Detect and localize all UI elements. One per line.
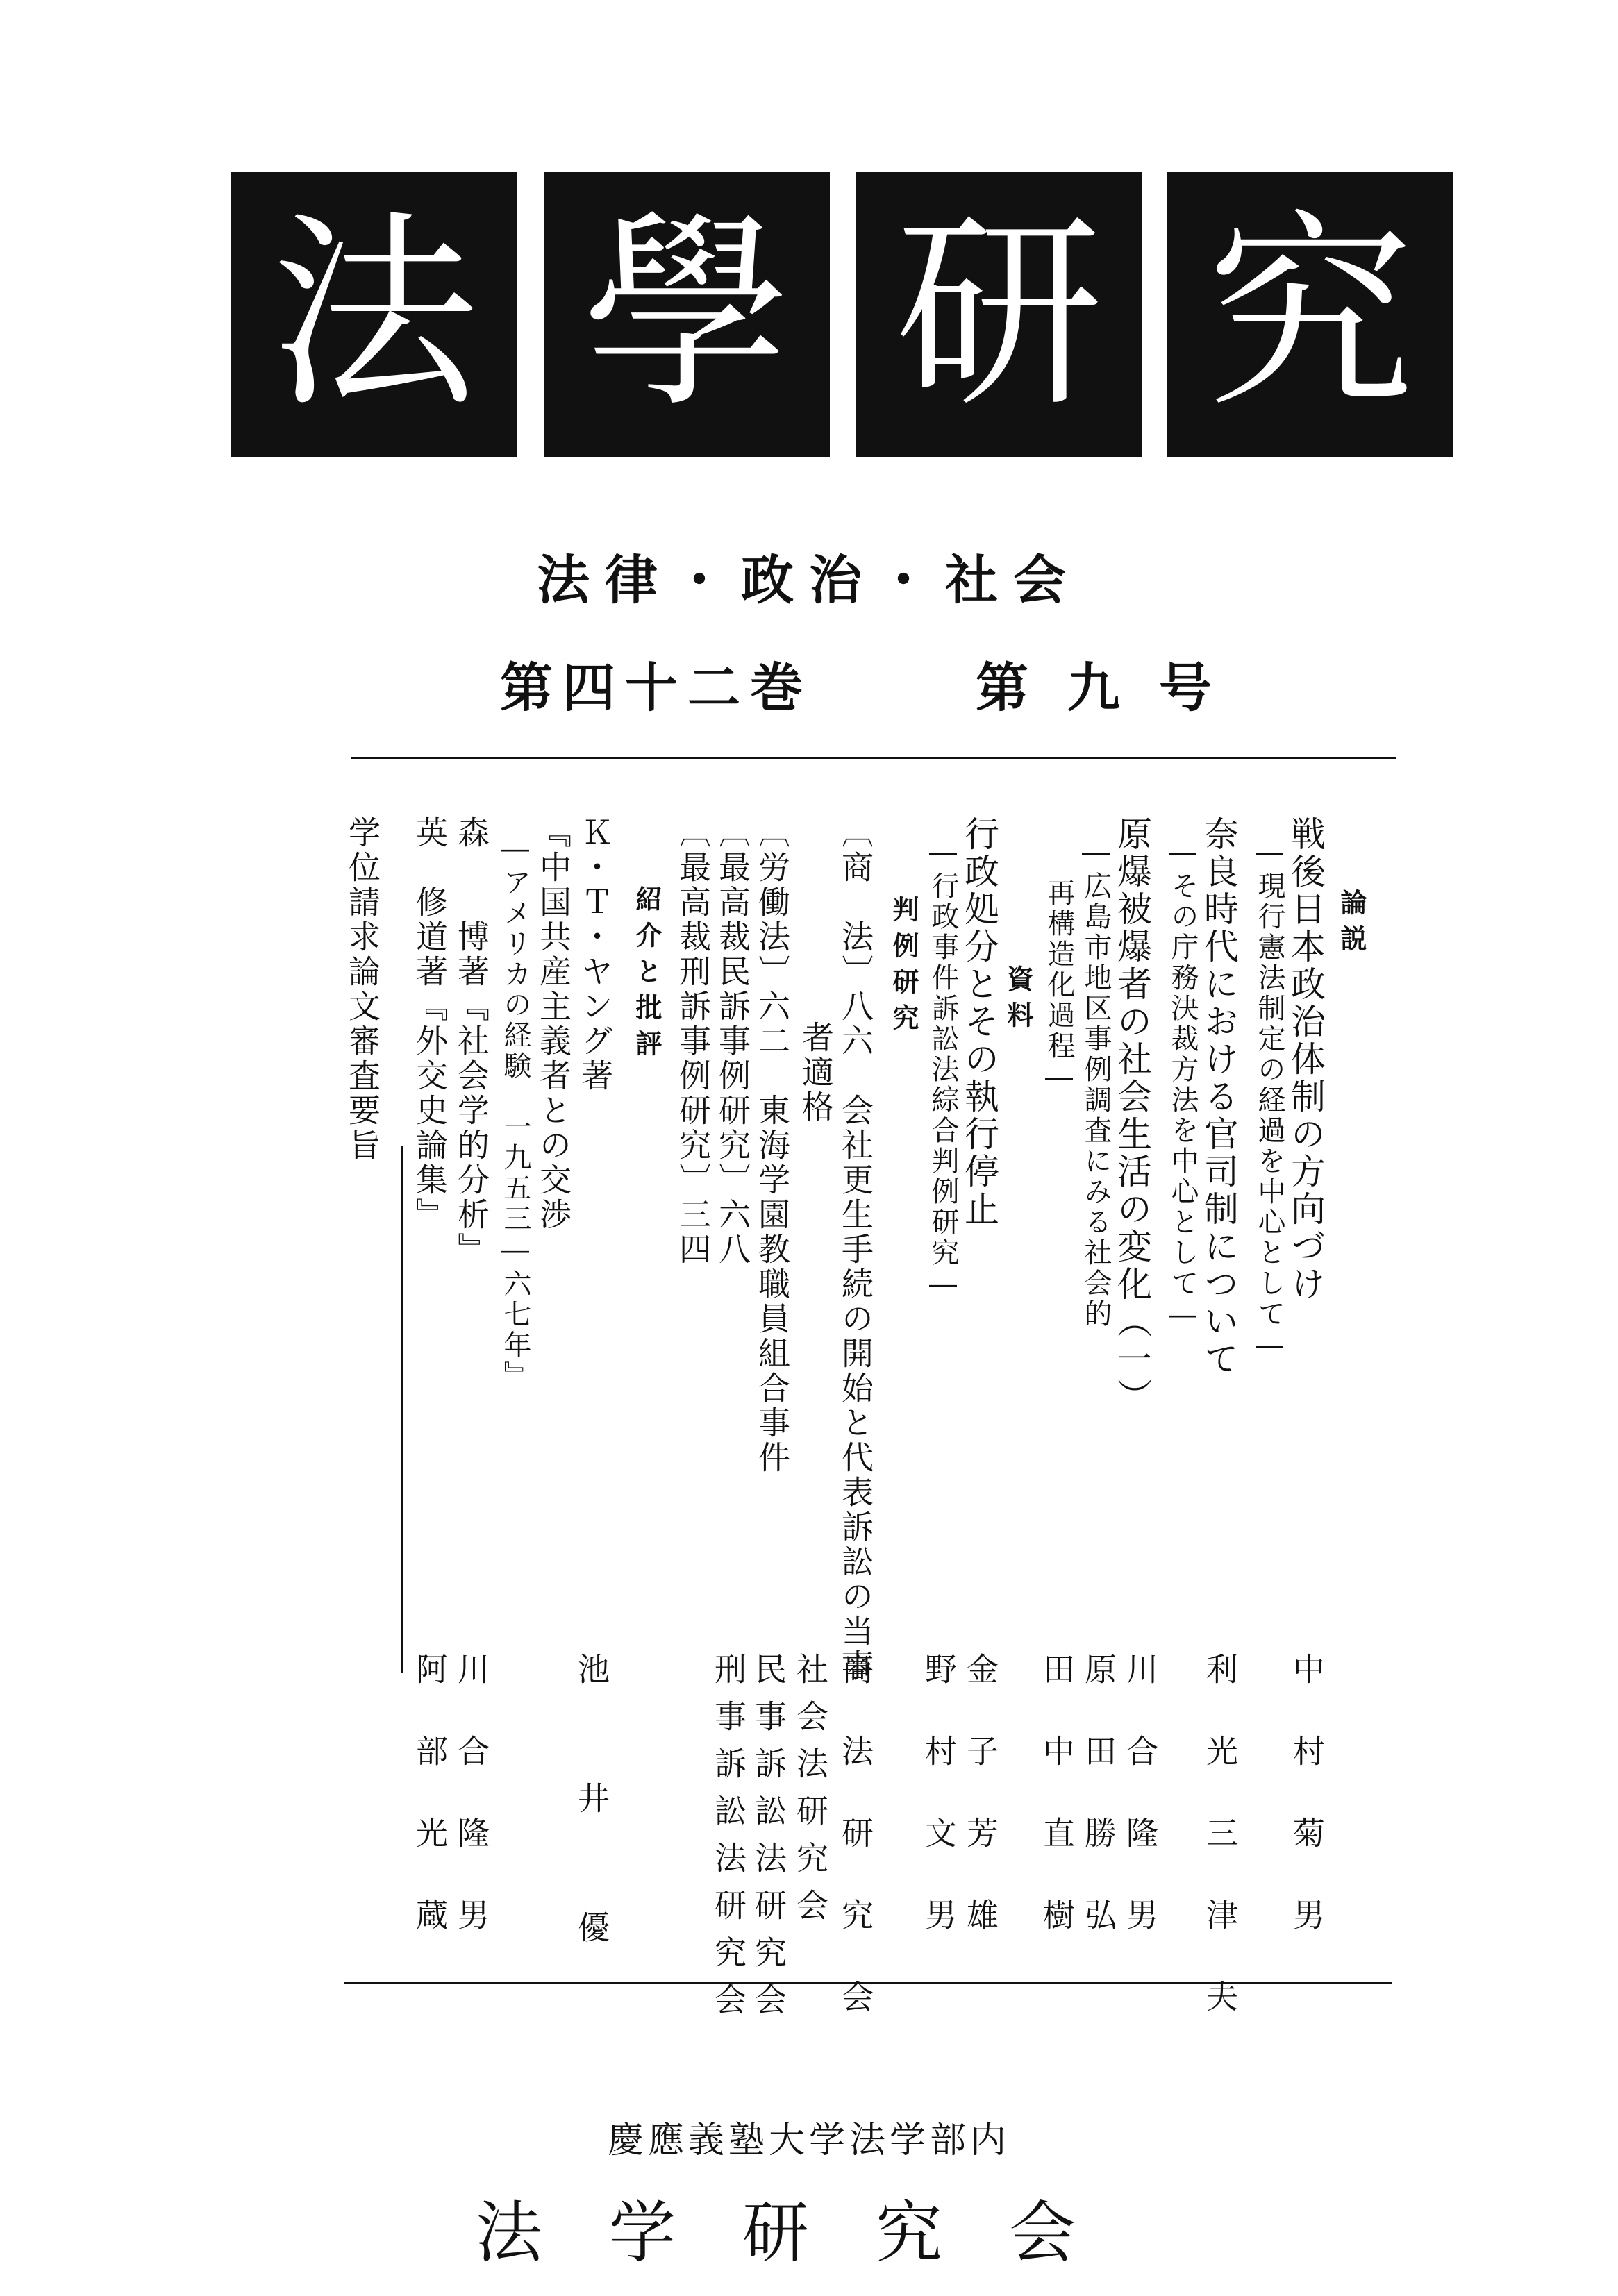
hanrei-4: 〔最高裁刑訴事例研究〕三四: [674, 816, 712, 1267]
issue-number: 第九号: [976, 657, 1251, 719]
masthead-char-4: 究: [1167, 172, 1453, 457]
margin-line: [401, 1146, 403, 1673]
masthead-char-3: 研: [856, 172, 1142, 457]
author-3: 川合隆男: [1121, 1652, 1159, 1980]
author-6: 金子芳雄: [962, 1652, 999, 1980]
subtitle: 法律・政治・社会: [537, 549, 1081, 611]
hanrei-3: 〔最高裁民訴事例研究〕六八: [714, 816, 751, 1267]
review-1-subtitle: ―アメリカの経験 一九五三―六七年』: [499, 833, 531, 1391]
review-1-title: 『中国共産主義者との交渉: [535, 816, 572, 1232]
hanrei-1-line-2: 者適格: [797, 1021, 835, 1125]
author-7: 野村文男: [920, 1652, 958, 1980]
author-4: 原田勝弘: [1080, 1652, 1117, 1980]
publisher-name: 法学研究会: [476, 2194, 1142, 2272]
article-1-subtitle: ―現行憲法制定の経過を中心として―: [1253, 837, 1285, 1364]
hanrei-1-line-1: 〔商 法〕八六 会社更生手続の開始と代表訴訟の当事: [837, 816, 874, 1684]
article-2-title: 奈良時代における官司制について: [1199, 816, 1239, 1378]
article-4-subtitle: ―行政事件訴訟法綜合判例研究―: [927, 837, 959, 1303]
hanrei-header: 判例研究: [888, 896, 919, 1040]
author-9: 社会法研究会: [792, 1652, 829, 1936]
author-2: 利光三津夫: [1201, 1652, 1239, 2062]
author-1: 中村菊男: [1288, 1652, 1326, 1980]
author-11: 刑事訴訟法研究会: [710, 1652, 747, 2030]
author-14: 阿部光蔵: [411, 1652, 449, 1980]
review-1-author: Ｋ・Ｔ・ヤング著: [576, 816, 614, 1093]
top-divider: [351, 757, 1396, 759]
gakui-summary: 学位請求論文審査要旨: [344, 816, 381, 1163]
article-3-title: 原爆被爆者の社会生活の変化（一）: [1112, 816, 1152, 1416]
review-2: 森 博著『社会学的分析』: [453, 816, 490, 1267]
masthead-char-1: 法: [231, 172, 517, 457]
article-2-subtitle: ―その庁務決裁方法を中心として―: [1167, 837, 1199, 1334]
shiryo-header: 資料: [1003, 965, 1033, 1037]
article-3-subtitle-2: 再構造化過程―: [1043, 878, 1075, 1096]
masthead-char-2: 學: [544, 172, 830, 457]
masthead: [231, 172, 1453, 457]
article-3-subtitle-1: ―広島市地区事例調査にみる社会的: [1080, 837, 1112, 1330]
author-12: 池井優: [573, 1652, 610, 2040]
bottom-divider: [344, 1982, 1392, 1984]
shokai-header: 紹介と批評: [631, 885, 662, 1066]
article-1-title: 戦後日本政治体制の方向づけ: [1285, 816, 1326, 1303]
ronsetsu-header: 論説: [1336, 889, 1367, 961]
publisher-affiliation: 慶應義塾大学法学部内: [607, 2120, 1010, 2161]
author-5: 田中直樹: [1038, 1652, 1076, 1980]
author-13: 川合隆男: [453, 1652, 490, 1980]
volume-number: 第四十二巻: [500, 657, 812, 719]
review-3: 英 修道著『外交史論集』: [411, 816, 449, 1232]
hanrei-2: 〔労働法〕六二 東海学園教職員組合事件: [753, 816, 791, 1475]
author-10: 民事訴訟法研究会: [750, 1652, 787, 2030]
article-4-title: 行政処分とその執行停止: [959, 816, 999, 1228]
author-8: 商法研究会: [837, 1652, 874, 2062]
